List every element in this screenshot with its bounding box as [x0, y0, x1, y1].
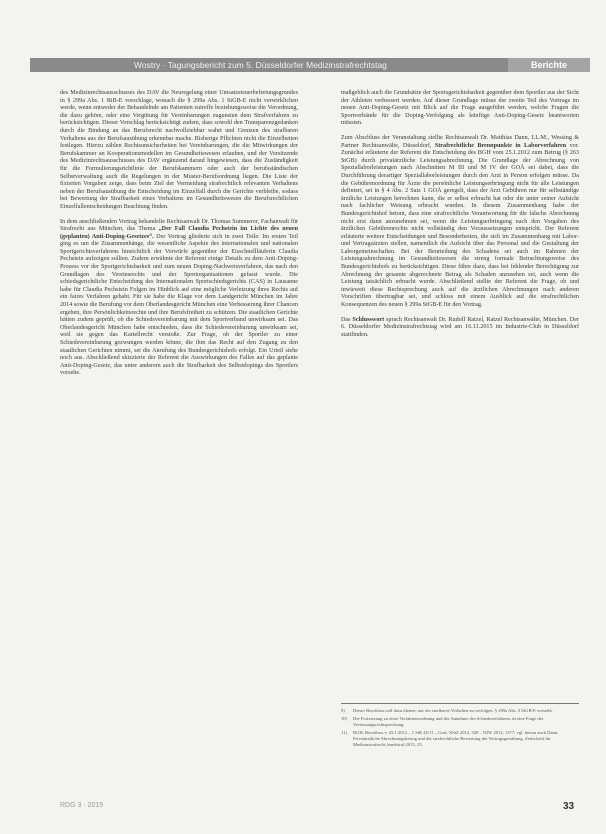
footnote-text: Dieser Beschluss soll dazu dienen, nur ein strafbares Verhalten zu verfolgen, § 299a Abs. 3 StGB-E vorsieht.: [353, 708, 553, 713]
footnote: [341, 730, 579, 748]
footnote-text: Die Fortsetzung zu einer Verfahrensordnung und der Annahme des Schiedsverfahrens ist eine Frage der Verfassungsrechtsprechung.: [353, 716, 544, 727]
talk-title: „Der Fall Claudia Pechstein im Lichte des neuen (geplanten) Anti-Doping-Gesetzes“.: [60, 226, 298, 240]
section-tab: Berichte: [508, 58, 590, 72]
paragraph-rest: vor. Zunächst erläuterte der Referent die Entscheidung des BGH vom 25.1.2012 zum Betrug (§ 263 StGB) durch privatärztliche Leistungsabrechnung. Die Grundlage der Abrechnung von Speziallaborleistungen nach Abschnitten M III und M IV der GOÄ sei dabei, dass die Durchführung derartiger Speziallaborleistungen durch den Arzt in Person erfolgen müsse. Da die Gebührenordnung für Ärzte die persönliche Leistungserbringung nicht für alle Leistungen definiert, sei in § 4 Abs. 2 Satz 1 GOÄ geregelt, dass der Arzt Gebühren nur für selbständige ärztliche Leistungen berechnen kann, die er selbst erbracht hat oder die unter seiner Aufsicht nach fachlicher Weisung erbracht wurden. In diesem Zusammenhang habe der Bundesgerichtshof betont, dass eine strafrechtliche Verantwortung für die falsche Abrechnung nicht erst dann anzunehmen sei, wenn die Leistungserbringung nach den Vorgaben des ärztlichen Gebührenrechts nicht vollständig den Voraussetzungen entspricht. Der Referent erläuterte weitere Entscheidungen und Besonderheiten, die sich im Zusammenhang mit Labor- und Vertragsärzten stellen, namentlich die Aufsicht über das Personal und die Gestaltung der Laborgemeinschaften. Bei der Beurteilung des Schadens sei auch im Rahmen der Leistungsabrechnung im Gesundheitswesen die streng formale Betrachtungsweise des Bundesgerichtshofs zu berücksichtigen. Diese führe dazu, dass bei fehlender Berechtigung zur Abrechnung der gesamte abgerechnete Betrag als Schaden anzusehen sei, auch wenn die Leistung tatsächlich erbracht wurde. Abschließend stellte der Referent die Frage, ob und inwieweit diese Rechtsprechung auch auf die ärztlichen Abrechnungen nach anderen Vorschriften übertragbar sei, und schloss mit einem Ausblick auf die strafrechtlichen Konsequenzen des neuen § 299a StGB-E für den Vortrag.: [341, 142, 579, 309]
paragraph-rest: sprach Rechtsanwalt Dr. Rudolf Ratzel, Ratzel Rechtsanwälte, München. Der 6. Düsseldorfer Medizinstrafrechtstag wird am 16.11.2015 im Industrie-Club in Düsseldorf stattfinden.: [341, 316, 579, 338]
footnote-text: BGH, Beschluss v. 25.1.2012 – 1 StR 45/11 – Graf, NStZ 2012, 529 – NJW 2012, 1377; vgl. hierzu auch Dann, Privatärztliche Abrechnungsbetrug und die strafrechtliche Bewertung der Vertragsgestaltung, Zeitschrift für Medizinstrafrecht (medstra) 2015, 25.: [353, 730, 559, 747]
footnote: [341, 708, 579, 714]
paragraph-intro: Das: [341, 316, 353, 323]
footnote: [341, 716, 579, 728]
footnote-number: 10): [341, 716, 348, 721]
paragraph-intro: Zum Abschluss der Veranstaltung stellte Rechtsanwalt Dr. Matthias Dann, LL.M., Wessing & Partner Rechtsanwälte, Düsseldorf,: [341, 134, 579, 149]
journal-issue: RDG 3 · 2015: [60, 802, 104, 809]
running-title: Wostry · Tagungsbericht zum 5. Düsseldorfer Medizinstrafrechtstag: [134, 60, 387, 70]
paragraph: [341, 135, 579, 310]
footnote-number: 9): [341, 708, 345, 713]
footnote-number: 11): [341, 730, 347, 735]
running-header: [30, 58, 590, 72]
paragraph-intro: In dem anschließenden Vortrag behandelte Rechtsanwalt Dr. Thomas Summerer, Fachanwalt für Strafrecht aus München, das Thema: [60, 218, 298, 233]
paragraph: [341, 317, 579, 340]
right-column: [341, 90, 579, 339]
left-column: [60, 90, 298, 378]
paragraph: des Medizinrechtsausschusses des DAV die Neuregelung einer Umsatzsteuerbefreiungsgrundes in § 299a Abs. 1 RiB-E vorschlage, wonach die § 299a Abs. 1 StGB-E nicht verwirklichen werde, wenn entweder der Behandelnde am Patienten zutreffe beziehungsweise die Verordnung, die dazu gehöre, oder eine Vergütung für Vereinbarungen zugunsten dem Strafverfahren zu berücksichtigen. Dieser Vorschlag berücksichtigt zudem, dass sowohl den Transparenzgedanken durch die Bindung an das Berufsrecht nachvollziehbar wahrt und Grenzen des strafbaren Verhaltens aus der Berufsausübung erkennbar mache. Bisherige Pflichten nicht die Einzelheiten festlegen. Hierzu zählen Rechtsunsicherheiten bei Vereinbarungen, die die Mitwirkungen der Berufskammer an Kooperationsmodellen im Gesundheitswesen erlauben, und der Vorsitzende des Medizinrechtsausschusses des DAV ergänzend darauf hingewiesen, dass die Zuständigkeit für die Formulierungsrichtlinie der Berufskammern oder auch der berufsständischen Selbstverwaltung auch die Regelungen in der Muster-Berufsordnung liegen. Die Liste der fixierten Vorgaben zeige, dass beim Ziel der Vermeidung strafrechtlich relevanten Verhaltens neben der Berufsausübung die Entscheidung im Einzelfall durch die Gerichte verbleibe, sodass bei Bewertung der Strafbarkeit eines Verhaltens im Gesundheitswesen die Berufsrechtlichen Einzelfallentscheidungen Beachtung finden.: [60, 90, 298, 210]
paragraph: maßgeblich auch die Grundsätze der Sportsgerichtsbarkeit gegenüber dem Sportler aus der Sicht der Athleten verbessert werden. Auf dieser Grundlage müsse der zweite Teil des Vortrags im neuen Anti-Doping-Gesetz mit Blick auf die Frage ausgeführt werden, welche Fragen die Sportverbände für die Doping-Verfolgung als künftige Anti-Doping-Gesetz beantworten müssten.: [341, 90, 579, 127]
paragraph-rest: Der Vortrag gliederte sich in zwei Teile: Im ersten Teil ging es um die Zusammenhänge, die wesentliche Aspekte des internationalen und nationalen Sportgerichtsverfahrens hinsichtlich der Vorwürfe gegenüber der Eisschnellläuferin Claudia Pechstein aufzeigen sollten. Zudem erwähnte der Referent einige Details zu dem Anti-Doping-Prozess vor der Sportgerichtsbarkeit und zum neuen Doping-Nachweisverfahren, das nach den Grundlagen des Vereinsrechts und der Sportorganisationen gefasst wurde. Die schiedsgerichtliche Entscheidung des Internationalen Sportschiedsgerichts (CAS) in Lausanne habe für Claudia Pechstein Folgen im Hinblick auf eine mögliche Verletzung ihres Rechts auf ein faires Verfahren gehabt. Für sie habe die Klage vor dem Landgericht München im Jahre 2014 sowie die Berufung vor dem Oberlandesgericht München eine Verbesserung ihrer Chancen ergeben, ihre Persönlichkeitsrechte und ihre Berufsfreiheit zu schützen. Die staatlichen Gerichte hätten zudem geprüft, ob die Schiedsvereinbarung mit dem Sportverband unwirksam sei. Das Oberlandesgericht München habe entschieden, dass die Schiedsvereinbarung unwirksam sei, weil sie gegen das Kartellrecht verstoße. Zur Frage, ob der Sportler zu einer Schiedsvereinbarung gezwungen werden könne, die ihm das Recht auf den Zugang zu den staatlichen Gerichten nimmt, sei die Anrufung des Bundesgerichtshofs erfolgt. Ein Urteil stehe noch aus. Abschließend skizzierte der Referent die Auswirkungen des Falles auf das geplante Anti-Doping-Gesetz, das unter anderem auch die Strafbarkeit des Selbstdopings des Sportlers vorsehe.: [60, 233, 298, 377]
closing-word-label: Schlusswort: [352, 316, 385, 323]
footnotes: [341, 703, 579, 750]
talk-title: Strafrechtliche Brennpunkte in Laborverfahren: [434, 142, 567, 149]
page-number: 33: [563, 801, 575, 812]
paragraph: [60, 219, 298, 378]
